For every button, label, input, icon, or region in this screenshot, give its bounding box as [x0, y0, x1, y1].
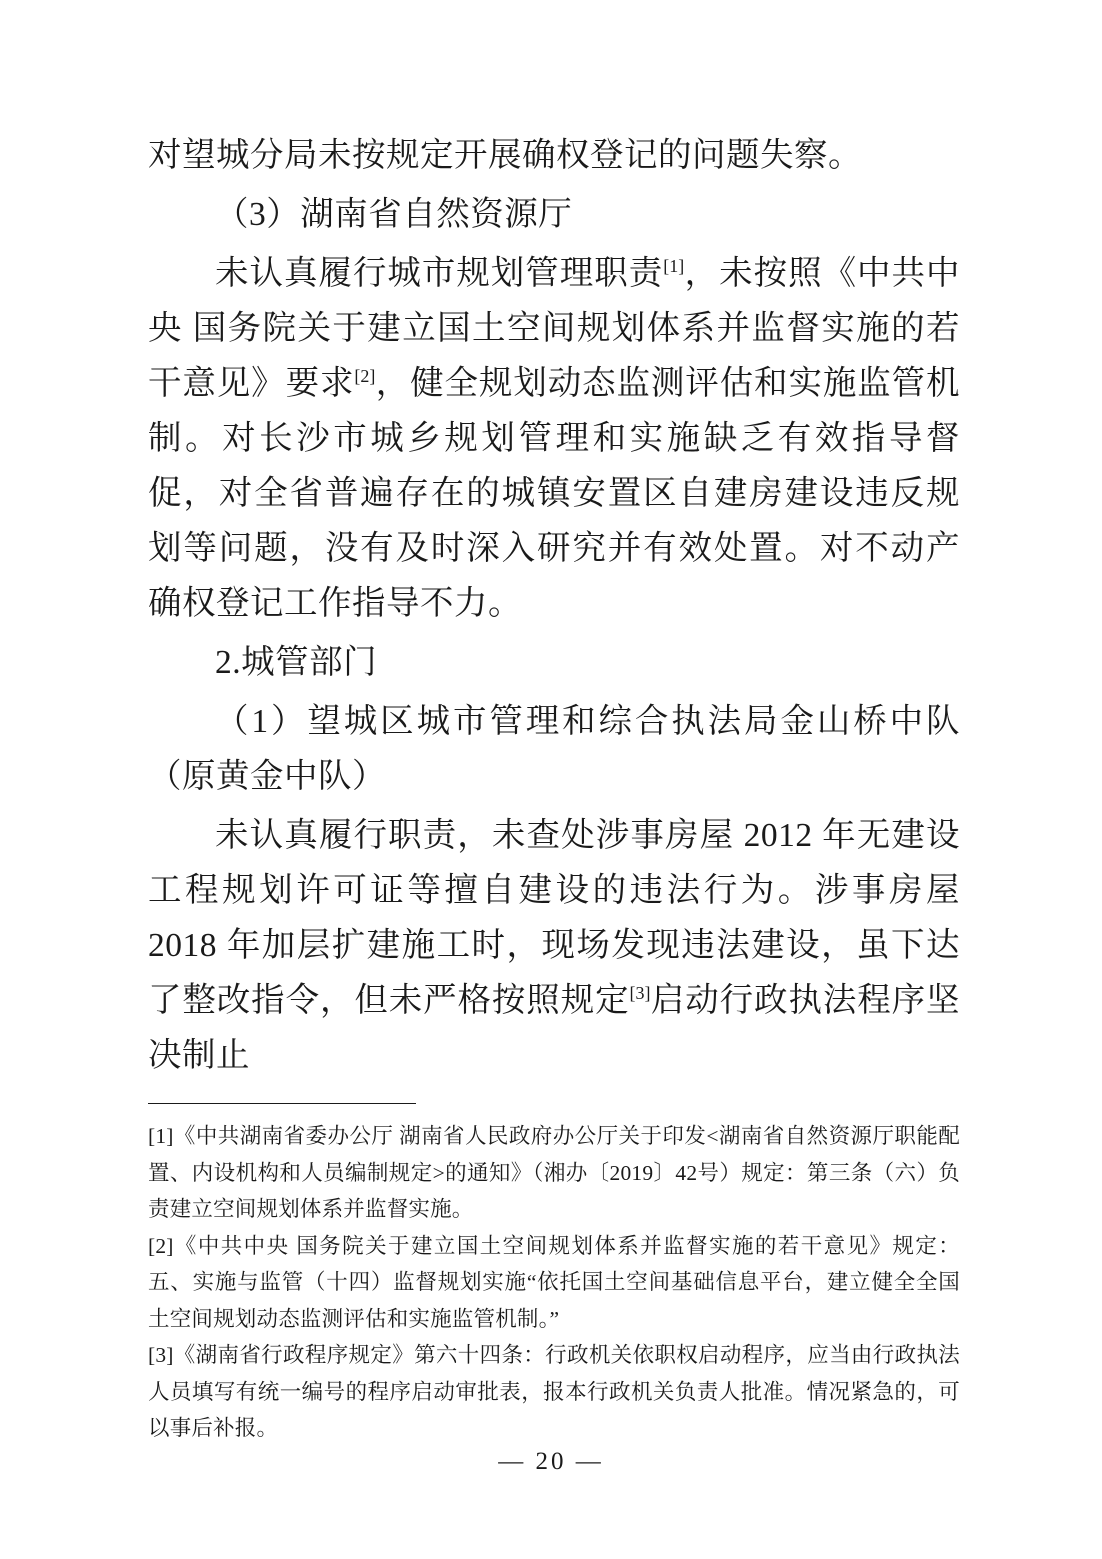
paragraph-3 — [148, 246, 960, 631]
paragraph-2-heading: （3）湖南省自然资源厅 — [215, 196, 573, 233]
footnote-marker-2: [2] — [354, 365, 376, 386]
paragraph-6-text-before: 未认真履行职责，未查处涉事房屋 2012 年无建设工程规划许可证等擅自建设的违法行为。涉事房屋 2018 年加层扩建施工时，现场发现违法建设，虽下达了整改指令，但未严格按照规定 — [148, 817, 960, 1019]
paragraph-4-heading: 2.城管部门 — [215, 644, 378, 681]
footnote-1: [1]《中共湖南省委办公厅 湖南省人民政府办公厅关于印发<湖南省自然资源厅职能配置、内设机构和人员编制规定>的通知》（湘办〔2019〕42号）规定：第三条（六）负责建立空间规划体系并监督实施。 — [148, 1124, 960, 1221]
paragraph-6-text-after: 启动行政执法程序坚决制止 — [148, 982, 961, 1074]
footnote-section — [148, 1103, 960, 1447]
paragraph-1: 对望城分局未按规定开展确权登记的问题失察。 — [148, 137, 862, 174]
document-body — [148, 128, 960, 1087]
paragraph-3-text-before: 未认真履行城市规划管理职责 — [215, 255, 664, 292]
page-number: — 20 — — [498, 1448, 604, 1475]
footnote-2: [2]《中共中央 国务院关于建立国土空间规划体系并监督实施的若干意见》规定：五、实施与监管（十四）监督规划实施“依托国土空间基础信息平台，建立健全全国土空间规划动态监测评估和实施监管机制。” — [148, 1233, 960, 1331]
paragraph-5-heading: （1）望城区城市管理和综合执法局金山桥中队（原黄金中队） — [148, 703, 960, 795]
paragraph-3-text-after: ，健全规划动态监测评估和实施监管机制。对长沙市城乡规划管理和实施缺乏有效指导督促，对全省普遍存在的城镇安置区自建房建设违反规划等问题，没有及时深入研究并有效处置。对不动产确权登记工作指导不力。 — [148, 365, 961, 622]
footnote-3: [3]《湖南省行政程序规定》第六十四条：行政机关依职权启动程序，应当由行政执法人员填写有统一编号的程序启动审批表，报本行政机关负责人批准。情况紧急的，可以事后补报。 — [148, 1343, 960, 1440]
footnote-separator-rule — [148, 1103, 416, 1104]
paragraph-3-text-middle: ，未按照《中共中央 国务院关于建立国土空间规划体系并监督实施的若干意见》要求 — [148, 255, 961, 402]
footnote-marker-1: [1] — [663, 255, 685, 276]
footnote-marker-3: [3] — [629, 982, 651, 1003]
paragraph-6 — [148, 808, 960, 1083]
